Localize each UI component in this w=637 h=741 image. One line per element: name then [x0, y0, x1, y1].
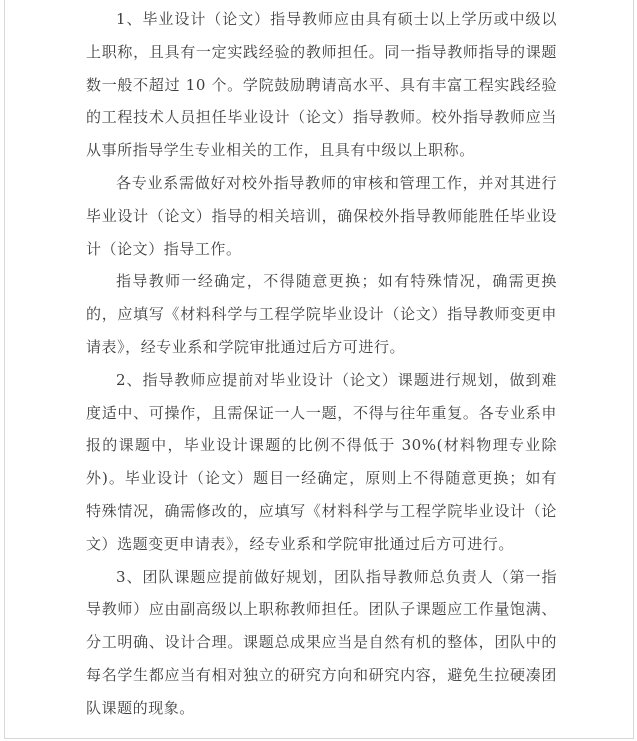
paragraph: 1、毕业设计（论文）指导教师应由具有硕士以上学历或中级以上职称，且具有一定实践经验的教师担任。同一指导教师指导的课题数一般不超过 10 个。学院鼓励聘请高水平、具有丰富工程实践经验的工程技术人员担任毕业设计（论文）指导教师。校外指导教师应当从事所指导学生专业相关的工作，且具有中级以上职称。 — [86, 10, 557, 160]
document-page — [4, 0, 634, 739]
paragraph: 3、团队课题应提前做好规划，团队指导教师总负责人（第一指导教师）应由副高级以上职称教师担任。团队子课题应工作量饱满、分工明确、设计合理。课题总成果应当是自然有机的整体，团队中的每名学生都应当有相对独立的研究方向和研究内容，避免生拉硬凑团队课题的现象。 — [86, 567, 557, 717]
paragraph: 指导教师一经确定，不得随意更换；如有特殊情况，确需更换的，应填写《材料科学与工程学院毕业设计（论文）指导教师变更申请表》，经专业系和学院审批通过后方可进行。 — [86, 272, 557, 356]
document-body — [5, 0, 557, 725]
paragraph: 2、指导教师应提前对毕业设计（论文）课题进行规划，做到难度适中、可操作，且需保证一人一题，不得与往年重复。各专业系申报的课题中，毕业设计课题的比例不得低于 30%(材料物理专业除外)。毕业设计（论文）题目一经确定，原则上不得随意更换；如有特殊情况，确需修改的，应填写《材料科学与工程学院毕业设计（论文）选题变更申请表》，经专业系和学院审批通过后方可进行。 — [86, 370, 557, 553]
paragraph: 各专业系需做好对校外指导教师的审核和管理工作，并对其进行毕业设计（论文）指导的相关培训，确保校外指导教师能胜任毕业设计（论文）指导工作。 — [86, 173, 557, 258]
